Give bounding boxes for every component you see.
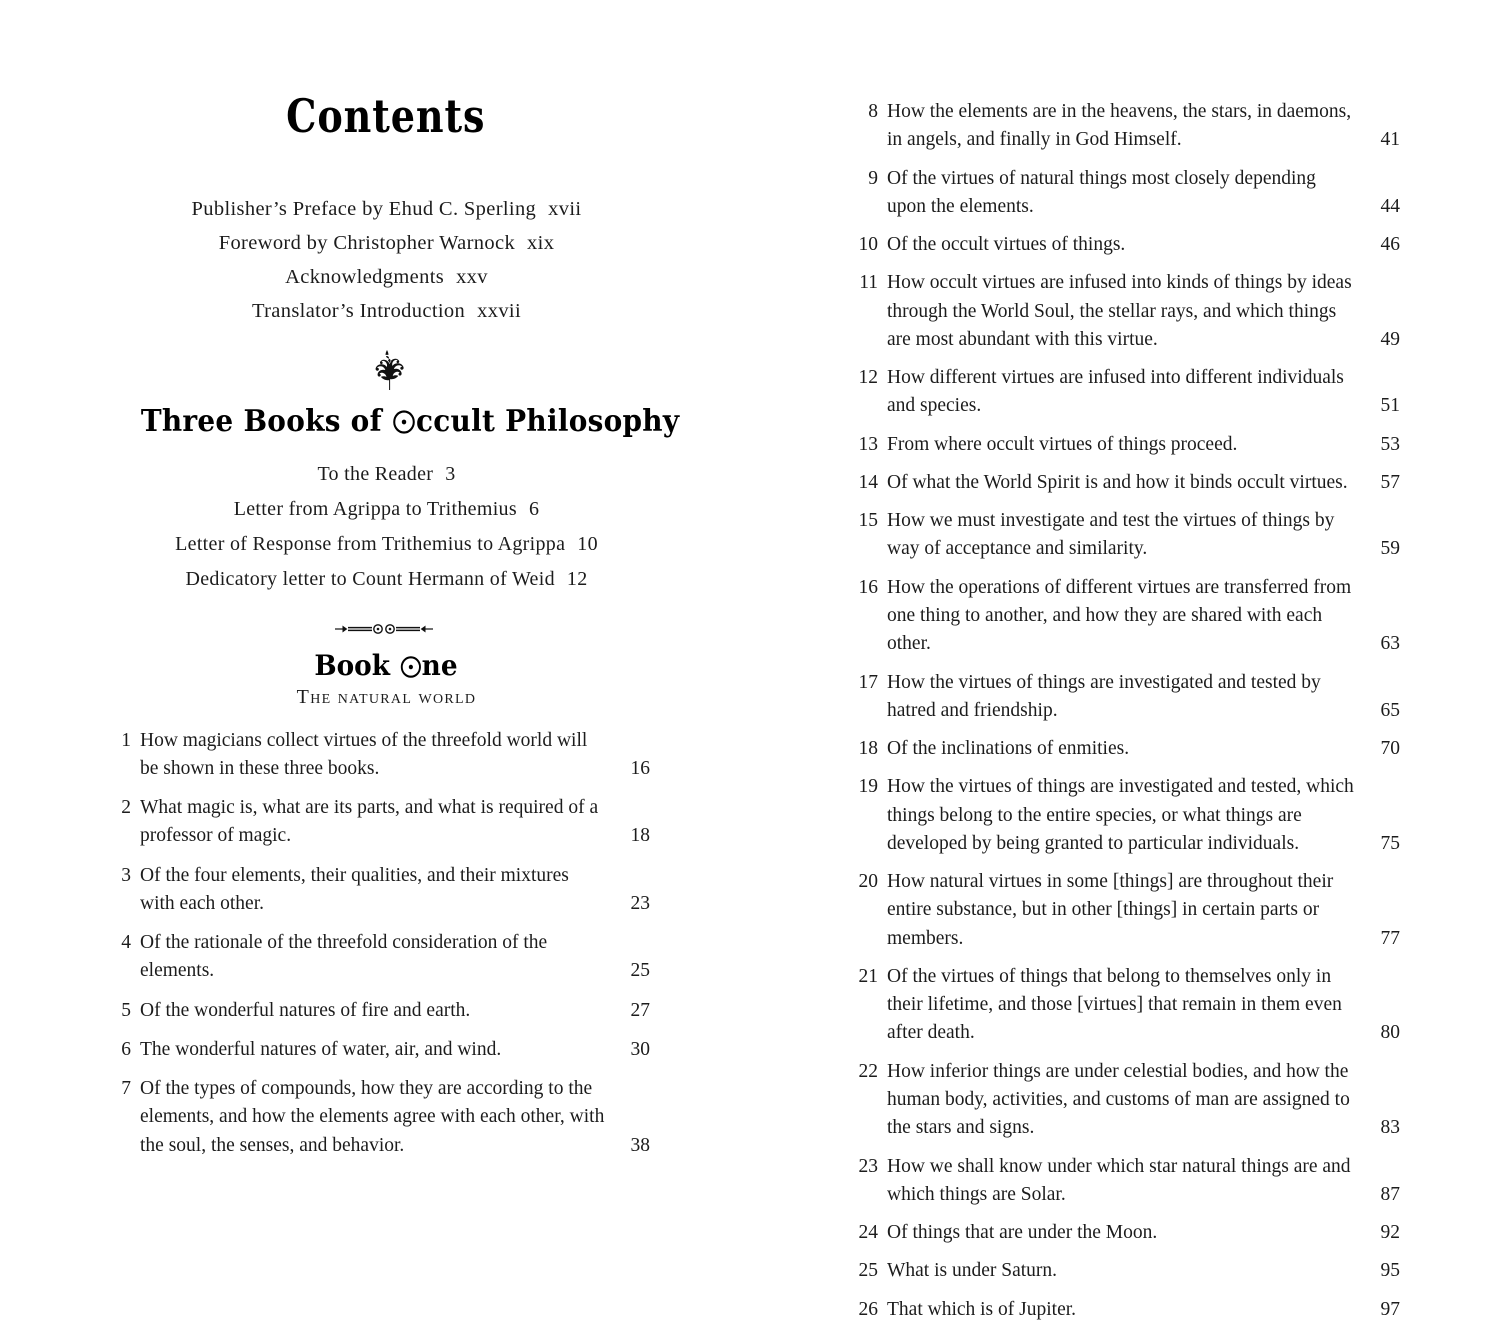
chapter-title: How inferior things are under celestial bodies, and how the human body, activities, and customs of man are assigned to the stars and signs. xyxy=(887,1060,1350,1139)
book-title xyxy=(121,649,633,682)
toc-row xyxy=(105,727,650,784)
chapter-number: 9 xyxy=(868,167,878,189)
chapter-number: 20 xyxy=(858,871,878,893)
chapter-page-number: 83 xyxy=(1380,1117,1400,1139)
work-title-part-2: ccult Philosophy xyxy=(416,404,680,440)
chapter-title: How we must investigate and test the virtues of things by way of acceptance and similarity. xyxy=(887,510,1335,560)
toc-row-spacer xyxy=(848,1048,1400,1058)
chapter-title: That which is of Jupiter. xyxy=(887,1298,1077,1320)
work-entry-page-number: 6 xyxy=(528,498,540,521)
chapter-page-number: 87 xyxy=(1380,1183,1400,1205)
chapter-page-number: 63 xyxy=(1380,633,1400,655)
toc-table-left xyxy=(105,727,650,1160)
right-column xyxy=(848,98,1400,1324)
chapter-number: 18 xyxy=(858,738,878,760)
toc-row-spacer xyxy=(848,858,1400,868)
toc-row-spacer xyxy=(848,421,1400,431)
toc-row xyxy=(848,868,1400,953)
toc-row-spacer xyxy=(105,851,650,862)
chapter-page-number: 75 xyxy=(1380,832,1400,854)
chapter-page-number: 57 xyxy=(1380,471,1400,493)
toc-row xyxy=(105,794,650,851)
chapter-page-number: 95 xyxy=(1380,1260,1400,1282)
chapter-number: 12 xyxy=(858,367,878,389)
chapter-title: How different virtues are infused into different individuals and species. xyxy=(887,367,1344,417)
chapter-page-number: 44 xyxy=(1380,195,1400,217)
toc-row xyxy=(848,574,1400,659)
toc-row xyxy=(848,773,1400,858)
toc-row-spacer xyxy=(848,1247,1400,1257)
chapter-page-number: 23 xyxy=(630,892,650,914)
toc-row xyxy=(848,963,1400,1048)
chapter-number: 17 xyxy=(858,671,878,693)
toc-row xyxy=(848,469,1400,497)
toc-row xyxy=(848,98,1400,155)
front-matter-list xyxy=(105,192,650,328)
chapter-number: 11 xyxy=(859,272,878,294)
toc-row-spacer xyxy=(848,725,1400,735)
chapter-title: Of the types of compounds, how they are according to the elements, and how the elements agree with each other, with the soul, the senses, and behavior. xyxy=(140,1078,605,1156)
work-entry xyxy=(123,457,650,492)
chapter-page-number: 80 xyxy=(1380,1022,1400,1044)
chapter-title: How magicians collect virtues of the threefold world will be shown in these three books. xyxy=(140,729,588,779)
left-column xyxy=(105,89,680,1160)
toc-row xyxy=(848,269,1400,354)
work-entry-title: To the Reader xyxy=(317,463,434,486)
toc-row xyxy=(105,862,650,919)
work-title xyxy=(124,404,680,440)
work-title-part-1: Three Books of xyxy=(140,404,392,440)
toc-row xyxy=(848,1219,1400,1247)
chapter-number: 24 xyxy=(858,1222,878,1244)
chapter-number: 13 xyxy=(858,433,878,455)
chapter-number: 25 xyxy=(858,1260,878,1282)
work-entry xyxy=(123,562,650,597)
chapter-title: How the virtues of things are investigated and tested by hatred and friendship. xyxy=(887,671,1321,721)
front-matter-page-number: xxvii xyxy=(477,300,522,323)
chapter-page-number: 38 xyxy=(630,1134,650,1156)
toc-row-spacer xyxy=(848,659,1400,669)
chapter-page-number: 97 xyxy=(1380,1298,1400,1320)
chapter-page-number: 92 xyxy=(1380,1222,1400,1244)
decorative-rule-ornament xyxy=(105,621,650,637)
chapter-page-number: 77 xyxy=(1380,927,1400,949)
work-entry-title: Letter from Agrippa to Trithemius xyxy=(233,498,517,521)
front-matter-title: Publisher’s Preface by Ehud C. Sperling xyxy=(191,198,537,221)
work-entry-page-number: 3 xyxy=(445,463,456,486)
front-matter-entry xyxy=(123,192,650,226)
chapter-title: Of the rationale of the threefold consideration of the elements. xyxy=(140,932,548,982)
front-matter-page-number: xix xyxy=(527,232,555,255)
chapter-page-number: 30 xyxy=(630,1038,650,1060)
toc-row xyxy=(105,1036,650,1064)
work-entry-title: Dedicatory letter to Count Hermann of Weid xyxy=(185,567,555,590)
toc-row-spacer xyxy=(848,497,1400,507)
chapter-page-number: 53 xyxy=(1380,433,1400,455)
toc-row xyxy=(848,669,1400,726)
toc-row-spacer xyxy=(848,564,1400,574)
toc-row xyxy=(848,735,1400,763)
front-matter-title: Acknowledgments xyxy=(285,266,445,289)
toc-row-spacer xyxy=(848,459,1400,469)
toc-row xyxy=(848,1058,1400,1143)
chapter-title: How the elements are in the heavens, the stars, in daemons, in angels, and finally in God Himself. xyxy=(887,101,1352,151)
front-matter-entry xyxy=(123,294,650,328)
work-entry-title: Letter of Response from Trithemius to Agrippa xyxy=(175,532,566,555)
toc-row xyxy=(848,165,1400,222)
chapter-page-number: 51 xyxy=(1380,395,1400,417)
chapter-page-number: 46 xyxy=(1380,234,1400,256)
chapter-number: 15 xyxy=(858,510,878,532)
chapter-page-number: 70 xyxy=(1380,738,1400,760)
chapter-page-number: 59 xyxy=(1380,538,1400,560)
chapter-number: 10 xyxy=(858,234,878,256)
chapter-title: Of things that are under the Moon. xyxy=(887,1222,1158,1244)
work-entry xyxy=(123,492,650,527)
toc-row xyxy=(848,507,1400,564)
chapter-page-number: 25 xyxy=(630,960,650,982)
chapter-title: What magic is, what are its parts, and what is required of a professor of magic. xyxy=(140,797,599,847)
floral-fleuron-ornament xyxy=(105,350,650,390)
toc-row xyxy=(105,929,650,986)
chapter-page-number: 27 xyxy=(630,999,650,1021)
chapter-number: 14 xyxy=(858,471,878,493)
chapter-title: How natural virtues in some [things] are throughout their entire substance, but in other [things] in certain parts or members. xyxy=(887,871,1334,949)
sun-symbol-o-book xyxy=(399,649,422,682)
chapter-title: The wonderful natures of water, air, and wind. xyxy=(140,1038,502,1060)
chapter-title: Of the four elements, their qualities, and their mixtures with each other. xyxy=(140,864,569,914)
chapter-number: 4 xyxy=(121,932,131,954)
chapter-number: 8 xyxy=(868,101,878,122)
toc-row-spacer xyxy=(848,259,1400,269)
front-matter-page-number: xxv xyxy=(456,266,488,289)
toc-row-spacer xyxy=(105,986,650,997)
chapter-page-number: 18 xyxy=(630,825,650,847)
chapter-page-number: 49 xyxy=(1380,328,1400,350)
chapter-title: Of the wonderful natures of fire and earth. xyxy=(140,999,471,1021)
toc-row xyxy=(848,431,1400,459)
chapter-title: Of the virtues of things that belong to themselves only in their lifetime, and those [virtues] that remain in them even after death. xyxy=(887,965,1342,1044)
chapter-number: 5 xyxy=(121,999,131,1021)
toc-row-spacer xyxy=(105,918,650,929)
chapter-title: Of the occult virtues of things. xyxy=(887,234,1126,256)
chapter-page-number: 65 xyxy=(1380,699,1400,721)
chapter-number: 7 xyxy=(121,1078,131,1100)
work-entry-page-number: 10 xyxy=(577,532,598,555)
chapter-title: What is under Saturn. xyxy=(887,1260,1058,1282)
chapter-number: 22 xyxy=(858,1060,878,1082)
toc-row-spacer xyxy=(105,1064,650,1075)
chapter-title: How occult virtues are infused into kinds of things by ideas through the World Soul, the stellar rays, and which things are most abundant with this virtue. xyxy=(887,272,1352,350)
chapter-number: 26 xyxy=(858,1298,878,1320)
page-title: Contents xyxy=(286,89,486,143)
toc-row-spacer xyxy=(848,763,1400,773)
sun-symbol-o xyxy=(392,404,416,439)
chapter-number: 3 xyxy=(121,864,131,886)
toc-row xyxy=(848,231,1400,259)
work-entry-page-number: 12 xyxy=(566,567,588,590)
toc-row xyxy=(848,1153,1400,1210)
chapter-number: 2 xyxy=(121,797,131,819)
work-entries-list xyxy=(105,457,650,596)
chapter-number: 19 xyxy=(858,776,878,798)
chapter-title: How the operations of different virtues are transferred from one thing to another, and how they are shared with each other. xyxy=(887,576,1352,655)
toc-row xyxy=(848,1257,1400,1285)
chapter-number: 6 xyxy=(121,1038,131,1060)
chapter-title: How we shall know under which star natural things are and which things are Solar. xyxy=(887,1155,1351,1205)
chapter-number: 1 xyxy=(121,729,131,751)
toc-row xyxy=(848,364,1400,421)
toc-row-spacer xyxy=(848,221,1400,231)
toc-row-spacer xyxy=(105,1025,650,1036)
chapter-number: 16 xyxy=(858,576,878,598)
toc-row-spacer xyxy=(848,1143,1400,1153)
toc-row-spacer xyxy=(848,354,1400,364)
chapter-page-number: 16 xyxy=(630,757,650,779)
toc-row-spacer xyxy=(848,155,1400,165)
toc-row-spacer xyxy=(105,783,650,794)
toc-table-right xyxy=(848,98,1400,1324)
toc-row xyxy=(105,1075,650,1160)
work-entry xyxy=(123,527,650,562)
front-matter-entry xyxy=(123,226,650,260)
toc-row xyxy=(848,1296,1400,1324)
chapter-number: 21 xyxy=(858,965,878,987)
toc-row xyxy=(105,997,650,1025)
front-matter-title: Translator’s Introduction xyxy=(251,300,466,323)
front-matter-entry xyxy=(123,260,650,294)
chapter-title: How the virtues of things are investigated and tested, which things belong to the entire species, or what things are developed by being granted to particular individuals. xyxy=(887,776,1354,854)
toc-row-spacer xyxy=(848,953,1400,963)
front-matter-title: Foreword by Christopher Warnock xyxy=(218,232,516,255)
chapter-page-number: 41 xyxy=(1380,129,1400,151)
chapter-number: 23 xyxy=(858,1155,878,1177)
book-subtitle: The natural world xyxy=(296,685,477,708)
chapter-title: Of what the World Spirit is and how it binds occult virtues. xyxy=(887,471,1348,493)
chapter-title: From where occult virtues of things proceed. xyxy=(887,433,1238,455)
book-title-part-1: Book xyxy=(314,648,400,682)
chapter-title: Of the virtues of natural things most closely depending upon the elements. xyxy=(887,167,1316,217)
chapter-title: Of the inclinations of enmities. xyxy=(887,738,1130,760)
book-title-part-2: ne xyxy=(421,648,458,682)
toc-row-spacer xyxy=(848,1286,1400,1296)
toc-row-spacer xyxy=(848,1209,1400,1219)
front-matter-page-number: xvii xyxy=(548,198,582,221)
